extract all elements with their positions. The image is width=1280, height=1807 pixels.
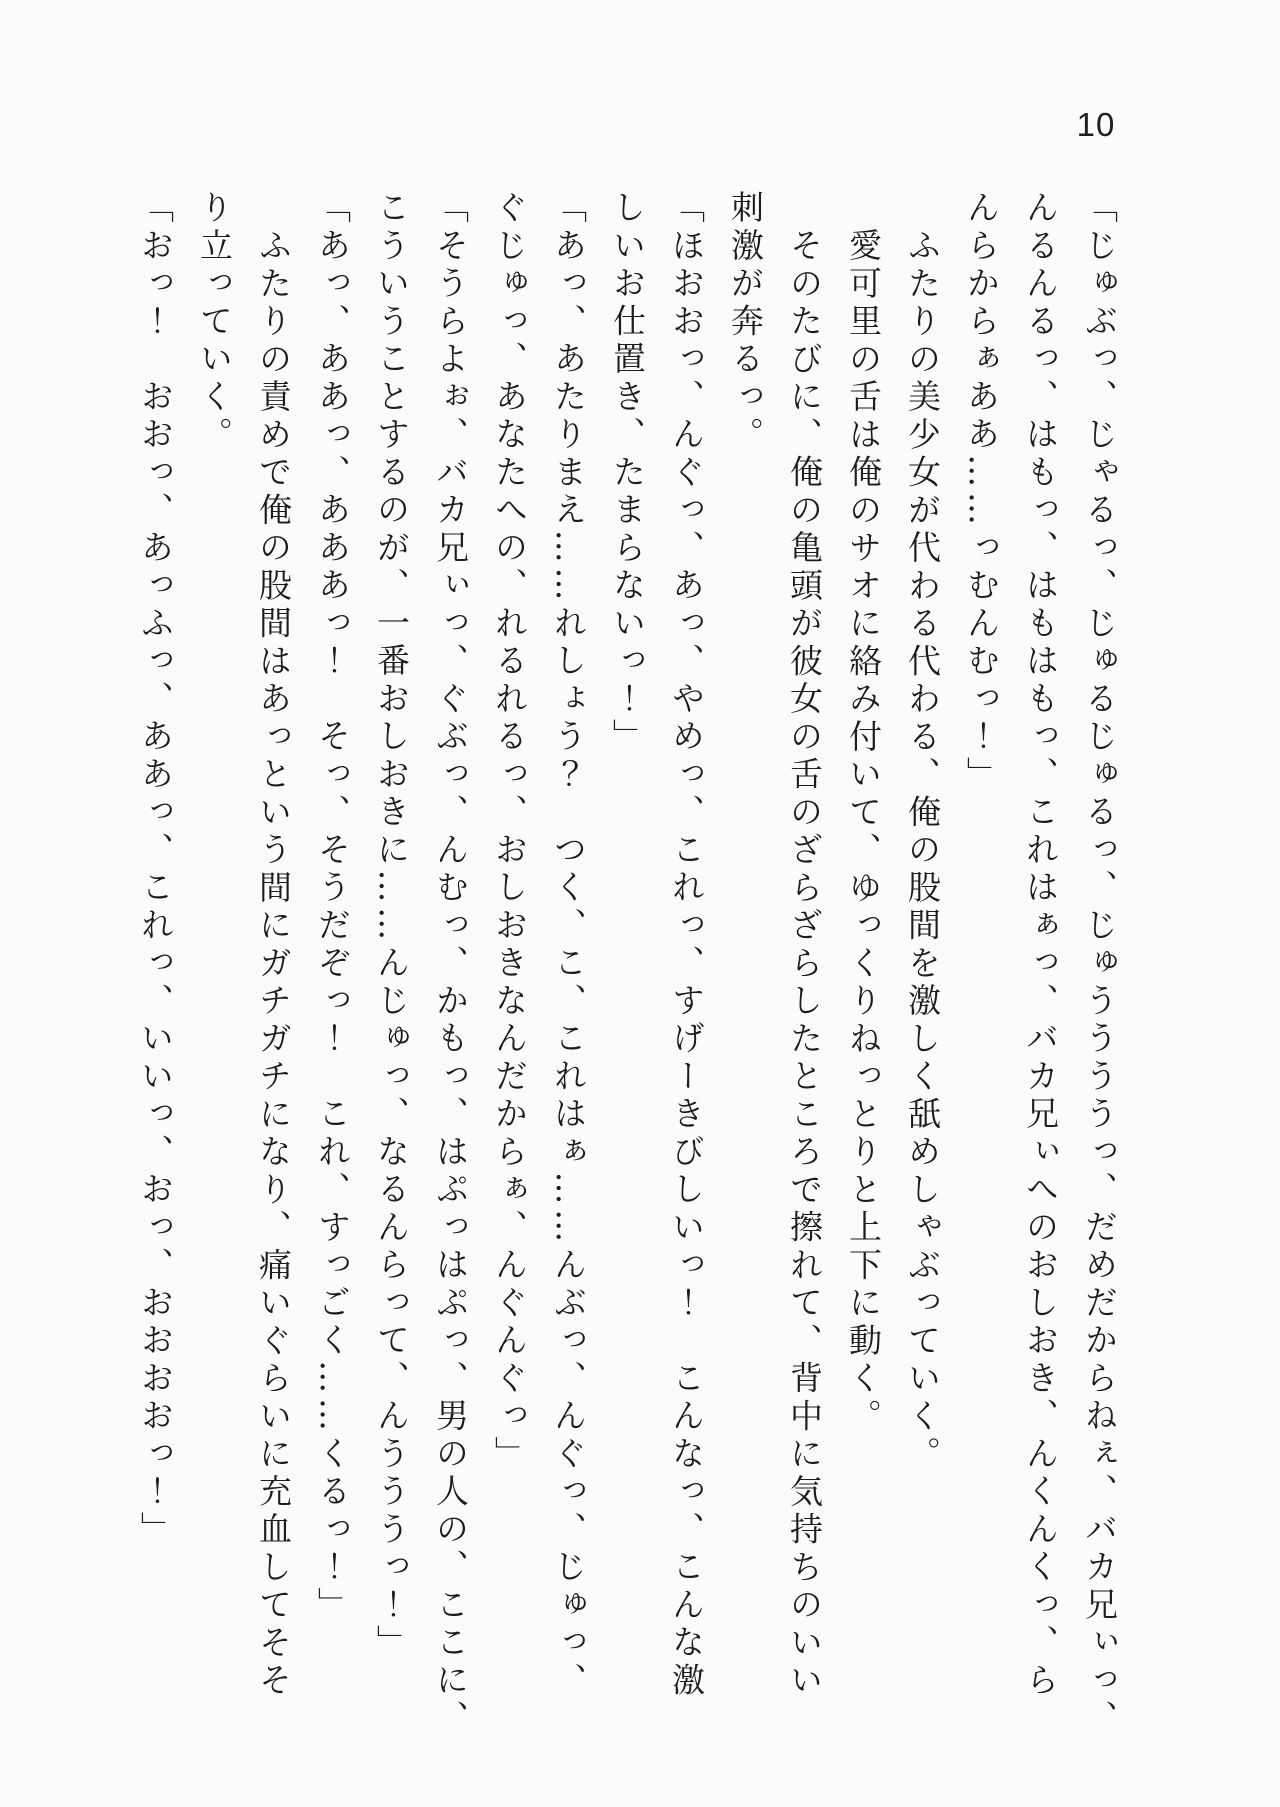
text-line: 「そうらよぉ、バカ兄ぃっ、ぐぶっ、んむっ、かもっ、はぷっはぷっ、男の人の、ここに、 [431,190,470,1738]
text-line: 「あっ、あたりまえ……れしょう？ つく、こ、これはぁ……んぶっ、んぐっ、じゅっ、 [549,190,588,1700]
text-block [126,190,1129,1752]
text-line: こういうことするのが、一番おしおきに……んじゅっ、なるんらって、んうううっ！」 [372,190,411,1663]
text-line: 「ほおおっ、んぐっ、あっ、やめっ、これっ、すげーきびしいっ！ こんなっ、こんな激 [667,190,706,1700]
text-line: 「おっ！ おおっ、あっふっ、ああっ、これっ、いいっ、おっ、おおおおっ！」 [136,190,175,1549]
text-line: 愛可里の舌は俺のサオに絡み付いて、ゆっくりねっとりと上下に動く。 [844,228,883,1436]
text-line: 「あっ、ああっ、あああっ！ そっ、そうだぞっ！ これ、すっごく……くるっ！」 [313,190,352,1625]
text-line: 「じゅぶっ、じゃるっ、じゅるじゅるっ、じゅううううっ、だめだからねぇ、バカ兄ぃっ、 [1080,190,1119,1738]
text-line: そのたびに、俺の亀頭が彼女の舌のざらざらしたところで擦れて、背中に気持ちのいい [785,228,824,1701]
text-line: んるんるっ、はもっ、はもはもっ、これはぁっ、バカ兄ぃへのおしおき、んくんくっ、ら [1021,190,1060,1700]
text-line: ぐじゅっ、あなたへの、れるれるっ、おしおきなんだからぁ、んぐんぐっ」 [490,190,529,1474]
page-number: 10 [1076,106,1116,143]
text-line: ふたりの美少女が代わる代わる、俺の股間を激しく舐めしゃぶっていく。 [903,228,942,1474]
text-line: ふたりの責めで俺の股間はあっという間にガチガチになり、痛いぐらいに充血してそそ [254,228,293,1701]
text-line: んらからぁああ……っむんむっ！」 [962,190,1001,794]
text-line: しいお仕置き、たまらないっ！」 [608,190,647,757]
text-line: り立っていく。 [195,190,234,455]
text-line: 刺激が奔るっ。 [726,190,765,455]
